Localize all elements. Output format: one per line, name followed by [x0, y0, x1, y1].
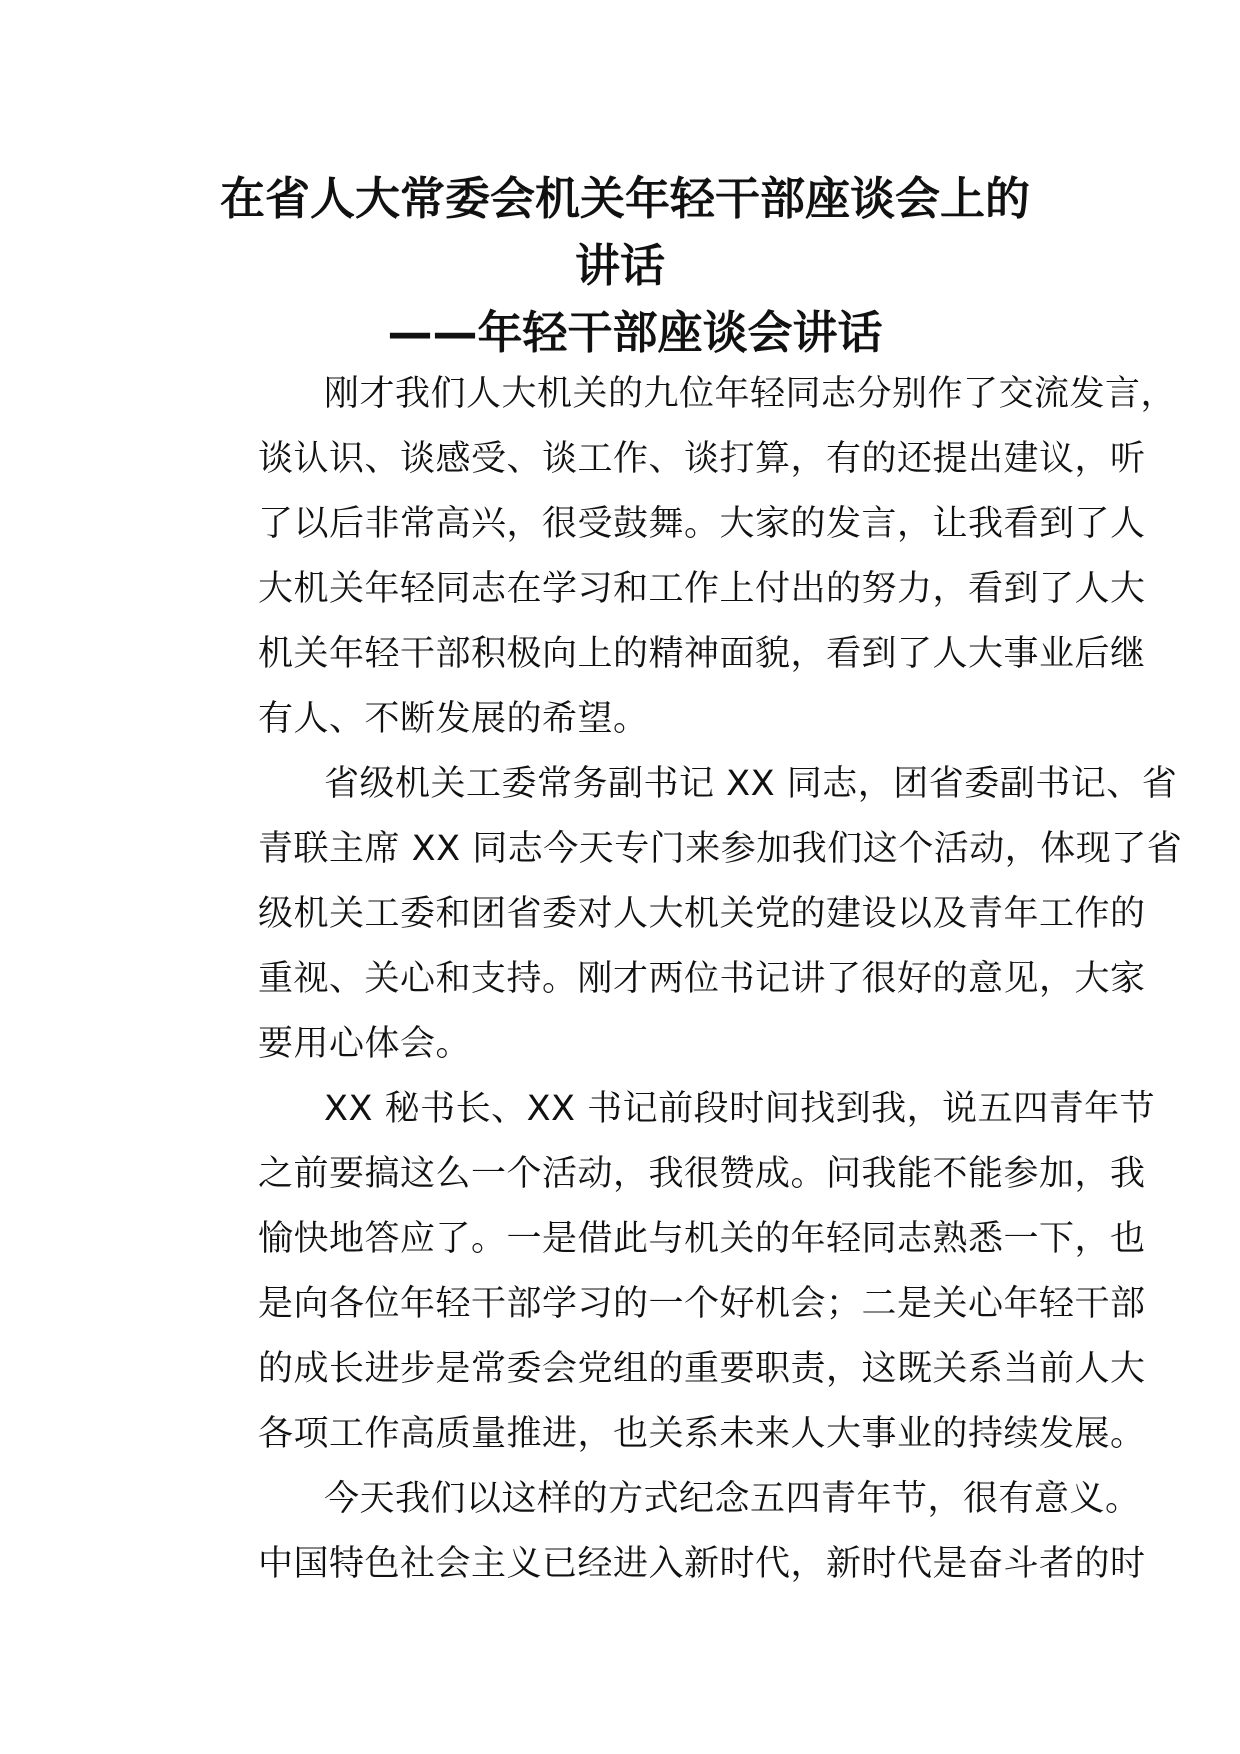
text-line: 级机关工委和团省委对人大机关党的建设以及青年工作的	[258, 894, 1146, 934]
document-subtitle: ——年轻干部座谈会讲话	[387, 306, 883, 359]
text-line: 是向各位年轻干部学习的一个好机会；二是关心年轻干部	[258, 1284, 1146, 1324]
text-line: 今天我们以这样的方式纪念五四青年节，很有意义。	[324, 1479, 1141, 1519]
text-line: 了以后非常高兴，很受鼓舞。大家的发言，让我看到了人	[258, 504, 1146, 544]
text-line: 机关年轻干部积极向上的精神面貌，看到了人大事业后继	[258, 634, 1146, 674]
text-line: 愉快地答应了。一是借此与机关的年轻同志熟悉一下，也	[258, 1219, 1146, 1259]
text-line: 有人、不断发展的希望。	[258, 699, 649, 739]
text-line: 各项工作高质量推进，也关系未来人大事业的持续发展。	[258, 1414, 1146, 1454]
text-line: 刚才我们人大机关的九位年轻同志分别作了交流发言，	[324, 374, 1177, 414]
text-line: 青联主席 XX 同志今天专门来参加我们这个活动，体现了省	[258, 829, 1183, 869]
document-title-line-1: 在省人大常委会机关年轻干部座谈会上的	[219, 172, 1030, 225]
body-text	[188, 362, 1183, 1597]
text-line: 之前要搞这么一个活动，我很赞成。问我能不能参加，我	[258, 1154, 1146, 1194]
paragraph	[188, 1077, 1156, 1467]
text-line: 大机关年轻同志在学习和工作上付出的努力，看到了人大	[258, 569, 1146, 609]
paragraph	[188, 362, 1177, 752]
text-line: 的成长进步是常委会党组的重要职责，这既关系当前人大	[258, 1349, 1146, 1389]
document-title-line-2: 讲话	[574, 239, 665, 292]
text-line: 谈认识、谈感受、谈工作、谈打算，有的还提出建议，听	[258, 439, 1146, 479]
paragraph	[188, 752, 1183, 1077]
title-block	[180, 165, 1080, 366]
paragraph	[188, 1467, 1146, 1597]
text-line: 中国特色社会主义已经进入新时代，新时代是奋斗者的时	[258, 1544, 1146, 1584]
text-line: 重视、关心和支持。刚才两位书记讲了很好的意见，大家	[258, 959, 1146, 999]
text-line: 省级机关工委常务副书记 XX 同志，团省委副书记、省	[324, 764, 1178, 804]
text-line: 要用心体会。	[258, 1024, 472, 1064]
text-line: XX 秘书长、XX 书记前段时间找到我，说五四青年节	[324, 1089, 1156, 1129]
